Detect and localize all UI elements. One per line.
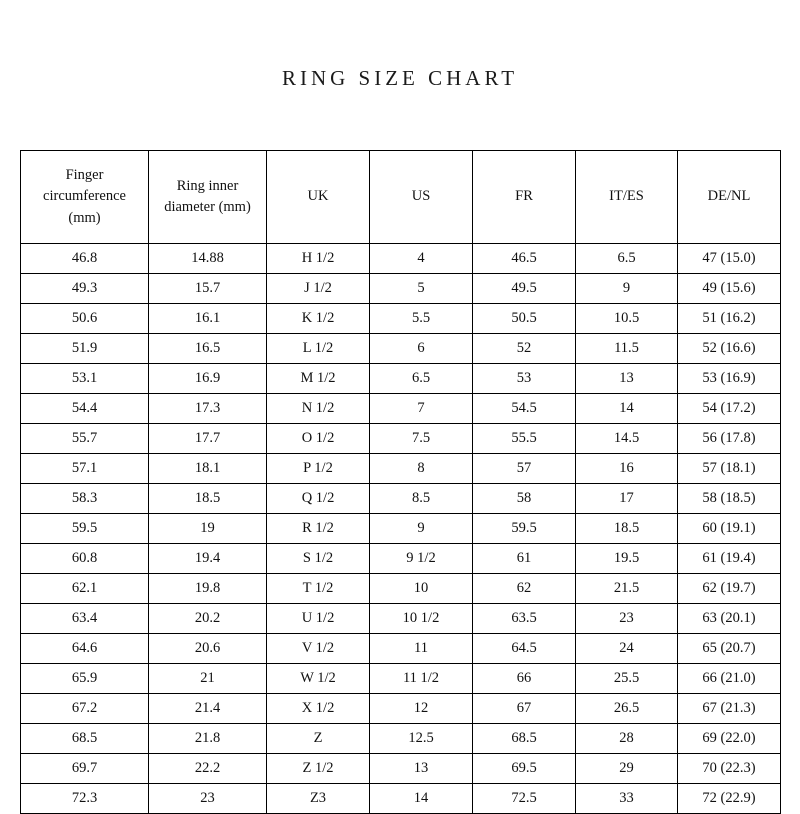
cell-uk: W 1/2	[267, 664, 370, 694]
cell-it-es: 14.5	[576, 424, 678, 454]
table-row	[21, 394, 781, 424]
cell-uk: T 1/2	[267, 574, 370, 604]
cell-de-nl: 62 (19.7)	[678, 574, 781, 604]
cell-uk: L 1/2	[267, 334, 370, 364]
cell-it-es: 21.5	[576, 574, 678, 604]
cell-de-nl: 61 (19.4)	[678, 544, 781, 574]
column-header-it-es: IT/ES	[576, 151, 678, 244]
cell-uk: O 1/2	[267, 424, 370, 454]
cell-de-nl: 72 (22.9)	[678, 784, 781, 814]
cell-ring-inner-diameter: 19.4	[149, 544, 267, 574]
cell-it-es: 19.5	[576, 544, 678, 574]
cell-de-nl: 69 (22.0)	[678, 724, 781, 754]
column-header-fr: FR	[473, 151, 576, 244]
table-row	[21, 304, 781, 334]
table-row	[21, 754, 781, 784]
cell-finger-circumference: 69.7	[21, 754, 149, 784]
cell-uk: Z 1/2	[267, 754, 370, 784]
cell-de-nl: 57 (18.1)	[678, 454, 781, 484]
table-row	[21, 544, 781, 574]
cell-finger-circumference: 63.4	[21, 604, 149, 634]
cell-de-nl: 70 (22.3)	[678, 754, 781, 784]
cell-us: 11 1/2	[370, 664, 473, 694]
cell-us: 8	[370, 454, 473, 484]
cell-it-es: 16	[576, 454, 678, 484]
table-row	[21, 244, 781, 274]
cell-us: 14	[370, 784, 473, 814]
table-row	[21, 484, 781, 514]
cell-ring-inner-diameter: 21	[149, 664, 267, 694]
cell-ring-inner-diameter: 19.8	[149, 574, 267, 604]
cell-de-nl: 51 (16.2)	[678, 304, 781, 334]
cell-us: 6	[370, 334, 473, 364]
cell-ring-inner-diameter: 17.3	[149, 394, 267, 424]
cell-ring-inner-diameter: 16.9	[149, 364, 267, 394]
cell-de-nl: 56 (17.8)	[678, 424, 781, 454]
cell-it-es: 14	[576, 394, 678, 424]
cell-uk: S 1/2	[267, 544, 370, 574]
table-row	[21, 364, 781, 394]
cell-ring-inner-diameter: 21.4	[149, 694, 267, 724]
cell-de-nl: 58 (18.5)	[678, 484, 781, 514]
cell-de-nl: 63 (20.1)	[678, 604, 781, 634]
cell-uk: N 1/2	[267, 394, 370, 424]
cell-us: 4	[370, 244, 473, 274]
cell-de-nl: 66 (21.0)	[678, 664, 781, 694]
cell-ring-inner-diameter: 14.88	[149, 244, 267, 274]
cell-uk: U 1/2	[267, 604, 370, 634]
cell-us: 9	[370, 514, 473, 544]
cell-it-es: 13	[576, 364, 678, 394]
cell-us: 8.5	[370, 484, 473, 514]
cell-us: 13	[370, 754, 473, 784]
cell-finger-circumference: 51.9	[21, 334, 149, 364]
cell-uk: K 1/2	[267, 304, 370, 334]
cell-uk: Z3	[267, 784, 370, 814]
cell-finger-circumference: 49.3	[21, 274, 149, 304]
cell-it-es: 10.5	[576, 304, 678, 334]
cell-uk: R 1/2	[267, 514, 370, 544]
cell-it-es: 6.5	[576, 244, 678, 274]
ring-size-table	[20, 150, 781, 814]
cell-fr: 64.5	[473, 634, 576, 664]
cell-finger-circumference: 58.3	[21, 484, 149, 514]
cell-it-es: 23	[576, 604, 678, 634]
cell-ring-inner-diameter: 18.1	[149, 454, 267, 484]
cell-ring-inner-diameter: 16.5	[149, 334, 267, 364]
cell-ring-inner-diameter: 22.2	[149, 754, 267, 784]
cell-it-es: 11.5	[576, 334, 678, 364]
cell-finger-circumference: 68.5	[21, 724, 149, 754]
cell-de-nl: 65 (20.7)	[678, 634, 781, 664]
cell-ring-inner-diameter: 20.6	[149, 634, 267, 664]
table-row	[21, 514, 781, 544]
cell-de-nl: 54 (17.2)	[678, 394, 781, 424]
table-row	[21, 604, 781, 634]
table-row	[21, 334, 781, 364]
cell-finger-circumference: 50.6	[21, 304, 149, 334]
table-body	[21, 244, 781, 814]
cell-us: 7.5	[370, 424, 473, 454]
cell-uk: M 1/2	[267, 364, 370, 394]
column-header-de-nl: DE/NL	[678, 151, 781, 244]
cell-uk: P 1/2	[267, 454, 370, 484]
cell-finger-circumference: 60.8	[21, 544, 149, 574]
cell-fr: 55.5	[473, 424, 576, 454]
cell-finger-circumference: 53.1	[21, 364, 149, 394]
cell-de-nl: 53 (16.9)	[678, 364, 781, 394]
cell-it-es: 24	[576, 634, 678, 664]
cell-uk: J 1/2	[267, 274, 370, 304]
cell-finger-circumference: 46.8	[21, 244, 149, 274]
cell-fr: 72.5	[473, 784, 576, 814]
cell-finger-circumference: 62.1	[21, 574, 149, 604]
table-row	[21, 574, 781, 604]
cell-finger-circumference: 59.5	[21, 514, 149, 544]
cell-us: 9 1/2	[370, 544, 473, 574]
cell-uk: V 1/2	[267, 634, 370, 664]
cell-de-nl: 52 (16.6)	[678, 334, 781, 364]
cell-it-es: 18.5	[576, 514, 678, 544]
cell-fr: 52	[473, 334, 576, 364]
cell-uk: Q 1/2	[267, 484, 370, 514]
cell-ring-inner-diameter: 17.7	[149, 424, 267, 454]
cell-fr: 66	[473, 664, 576, 694]
cell-fr: 63.5	[473, 604, 576, 634]
cell-fr: 46.5	[473, 244, 576, 274]
table-row	[21, 664, 781, 694]
cell-it-es: 28	[576, 724, 678, 754]
cell-ring-inner-diameter: 18.5	[149, 484, 267, 514]
cell-fr: 59.5	[473, 514, 576, 544]
table-row	[21, 424, 781, 454]
cell-us: 10	[370, 574, 473, 604]
cell-it-es: 17	[576, 484, 678, 514]
cell-de-nl: 49 (15.6)	[678, 274, 781, 304]
cell-ring-inner-diameter: 20.2	[149, 604, 267, 634]
cell-fr: 67	[473, 694, 576, 724]
table-header-row	[21, 151, 781, 244]
cell-fr: 69.5	[473, 754, 576, 784]
cell-fr: 49.5	[473, 274, 576, 304]
cell-fr: 53	[473, 364, 576, 394]
cell-us: 10 1/2	[370, 604, 473, 634]
cell-us: 12	[370, 694, 473, 724]
cell-finger-circumference: 67.2	[21, 694, 149, 724]
table-row	[21, 634, 781, 664]
cell-fr: 58	[473, 484, 576, 514]
cell-finger-circumference: 55.7	[21, 424, 149, 454]
cell-uk: H 1/2	[267, 244, 370, 274]
table-row	[21, 454, 781, 484]
cell-fr: 62	[473, 574, 576, 604]
column-header-finger-circumference: Finger circumference (mm)	[21, 151, 149, 244]
table-row	[21, 784, 781, 814]
cell-us: 5	[370, 274, 473, 304]
table-row	[21, 724, 781, 754]
cell-it-es: 33	[576, 784, 678, 814]
cell-us: 6.5	[370, 364, 473, 394]
cell-fr: 68.5	[473, 724, 576, 754]
column-header-uk: UK	[267, 151, 370, 244]
cell-de-nl: 60 (19.1)	[678, 514, 781, 544]
cell-us: 11	[370, 634, 473, 664]
cell-it-es: 26.5	[576, 694, 678, 724]
cell-it-es: 29	[576, 754, 678, 784]
cell-us: 12.5	[370, 724, 473, 754]
cell-finger-circumference: 72.3	[21, 784, 149, 814]
cell-ring-inner-diameter: 15.7	[149, 274, 267, 304]
cell-ring-inner-diameter: 19	[149, 514, 267, 544]
page-title: RING SIZE CHART	[281, 66, 519, 90]
cell-it-es: 9	[576, 274, 678, 304]
cell-uk: X 1/2	[267, 694, 370, 724]
cell-finger-circumference: 57.1	[21, 454, 149, 484]
cell-us: 7	[370, 394, 473, 424]
cell-finger-circumference: 65.9	[21, 664, 149, 694]
cell-ring-inner-diameter: 16.1	[149, 304, 267, 334]
table-row	[21, 694, 781, 724]
table-header	[21, 151, 781, 244]
cell-finger-circumference: 64.6	[21, 634, 149, 664]
cell-fr: 61	[473, 544, 576, 574]
cell-ring-inner-diameter: 23	[149, 784, 267, 814]
table-row	[21, 274, 781, 304]
column-header-us: US	[370, 151, 473, 244]
cell-finger-circumference: 54.4	[21, 394, 149, 424]
size-chart-container	[20, 150, 780, 814]
cell-it-es: 25.5	[576, 664, 678, 694]
cell-fr: 50.5	[473, 304, 576, 334]
column-header-ring-inner-diameter: Ring inner diameter (mm)	[149, 151, 267, 244]
cell-ring-inner-diameter: 21.8	[149, 724, 267, 754]
cell-de-nl: 47 (15.0)	[678, 244, 781, 274]
cell-de-nl: 67 (21.3)	[678, 694, 781, 724]
cell-uk: Z	[267, 724, 370, 754]
cell-us: 5.5	[370, 304, 473, 334]
cell-fr: 57	[473, 454, 576, 484]
cell-fr: 54.5	[473, 394, 576, 424]
